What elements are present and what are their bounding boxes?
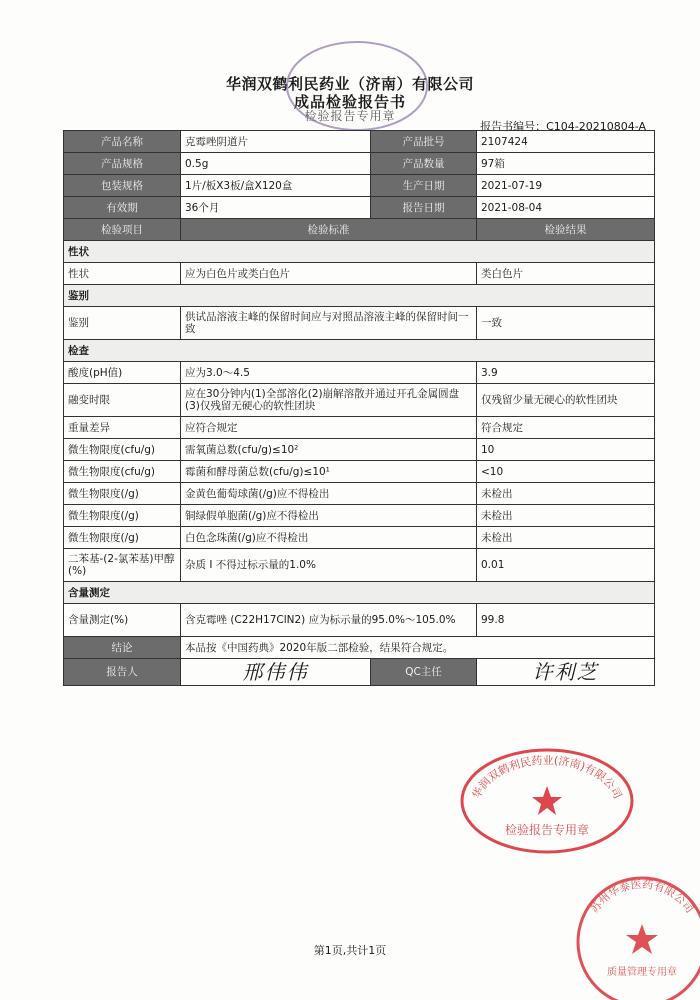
row-result: 3.9 — [477, 362, 655, 384]
prod-date-value: 2021-07-19 — [477, 175, 655, 197]
col-header-standard: 检验标准 — [181, 219, 477, 241]
row-standard: 铜绿假单胞菌(/g)应不得检出 — [181, 505, 477, 527]
row-result: 未检出 — [477, 527, 655, 549]
stamp-subtext: 检验报告专用章 — [304, 109, 396, 123]
table-row — [64, 483, 655, 505]
row-result: 未检出 — [477, 505, 655, 527]
qc-signature: 许利芝 — [477, 659, 655, 686]
spec-label: 产品规格 — [64, 153, 181, 175]
row-item: 微生物限度(/g) — [64, 483, 181, 505]
row-item: 微生物限度(/g) — [64, 505, 181, 527]
stamp2-center-text: 质量管理专用章 — [607, 967, 677, 978]
section-assay: 含量测定 — [64, 582, 655, 604]
report-number: 报告书编号：C104-20210804-A — [480, 120, 646, 133]
row-standard: 白色念珠菌(/g)应不得检出 — [181, 527, 477, 549]
row-item: 重量差异 — [64, 417, 181, 439]
product-name-label: 产品名称 — [64, 131, 181, 153]
row-result: <10 — [477, 461, 655, 483]
row-result: 0.01 — [477, 549, 655, 582]
table-row — [64, 527, 655, 549]
table-row — [64, 439, 655, 461]
section-tests: 检查 — [64, 340, 655, 362]
table-row — [64, 384, 655, 417]
batch-label: 产品批号 — [371, 131, 477, 153]
reporter-label: 报告人 — [64, 659, 181, 686]
section-appearance: 性状 — [64, 241, 655, 263]
row-item: 含量测定(%) — [64, 604, 181, 637]
row-result: 一致 — [477, 307, 655, 340]
validity-label: 有效期 — [64, 197, 181, 219]
report-title: 成品检验报告书 — [293, 93, 406, 111]
validity-value: 36个月 — [181, 197, 371, 219]
qty-value: 97箱 — [477, 153, 655, 175]
row-standard: 应为白色片或类白色片 — [181, 263, 477, 285]
row-item: 二苯基-(2-氯苯基)甲醇(%) — [64, 549, 181, 582]
page-footer: 第1页,共计1页 — [313, 944, 387, 957]
row-result: 99.8 — [477, 604, 655, 637]
row-standard: 应符合规定 — [181, 417, 477, 439]
svg-text:苏州华泰医药有限公司 — [587, 877, 696, 916]
row-item: 微生物限度(cfu/g) — [64, 461, 181, 483]
pack-label: 包装规格 — [64, 175, 181, 197]
row-item: 微生物限度(cfu/g) — [64, 439, 181, 461]
row-standard: 需氧菌总数(cfu/g)≤10² — [181, 439, 477, 461]
report-date-label: 报告日期 — [371, 197, 477, 219]
table-row — [64, 461, 655, 483]
pack-value: 1片/板X3板/盒X120盒 — [181, 175, 371, 197]
row-result: 仅残留少量无硬心的软性团块 — [477, 384, 655, 417]
row-item: 鉴别 — [64, 307, 181, 340]
row-item: 酸度(pH值) — [64, 362, 181, 384]
row-standard: 应为3.0～4.5 — [181, 362, 477, 384]
row-standard: 供试品溶液主峰的保留时间应与对照品溶液主峰的保留时间一致 — [181, 307, 477, 340]
row-standard: 杂质 I 不得过标示量的1.0% — [181, 549, 477, 582]
row-result: 10 — [477, 439, 655, 461]
row-result: 类白色片 — [477, 263, 655, 285]
table-row — [64, 417, 655, 439]
row-item: 微生物限度(/g) — [64, 527, 181, 549]
table-row — [64, 362, 655, 384]
row-item: 融变时限 — [64, 384, 181, 417]
batch-value: 2107424 — [477, 131, 655, 153]
stamp2-ring-text: 苏州华泰医药有限公司 — [587, 877, 697, 916]
col-header-result: 检验结果 — [477, 219, 655, 241]
product-name: 克霉唑阴道片 — [181, 131, 371, 153]
section-identification: 鉴别 — [64, 285, 655, 307]
table-row — [64, 604, 655, 637]
quality-stamp — [570, 872, 700, 1000]
row-result: 符合规定 — [477, 417, 655, 439]
table-row — [64, 505, 655, 527]
conclusion-label: 结论 — [64, 637, 181, 659]
header-stamp — [282, 38, 432, 134]
table-row — [64, 307, 655, 340]
row-result: 未检出 — [477, 483, 655, 505]
row-standard: 霉菌和酵母菌总数(cfu/g)≤10¹ — [181, 461, 477, 483]
qc-label: QC主任 — [371, 659, 477, 686]
table-row — [64, 263, 655, 285]
table-row — [64, 549, 655, 582]
row-item: 性状 — [64, 263, 181, 285]
inspection-stamp — [458, 746, 636, 856]
report-date-value: 2021-08-04 — [477, 197, 655, 219]
reporter-signature: 邢伟伟 — [181, 659, 371, 686]
company-name: 华润双鹤利民药业（济南）有限公司 — [225, 75, 474, 93]
stamp1-center-text: 检验报告专用章 — [504, 823, 590, 837]
qty-label: 产品数量 — [371, 153, 477, 175]
col-header-item: 检验项目 — [64, 219, 181, 241]
inspection-table — [63, 130, 655, 686]
prod-date-label: 生产日期 — [371, 175, 477, 197]
conclusion-text: 本品按《中国药典》2020年版二部检验，结果符合规定。 — [181, 637, 655, 659]
stamp1-ring-text: 华润双鹤利民药业(济南)有限公司 — [469, 753, 625, 801]
row-standard: 应在30分钟内(1)全部溶化(2)崩解溶散并通过开孔金属圆盘(3)仅残留无硬心的软性团块 — [181, 384, 477, 417]
spec-value: 0.5g — [181, 153, 371, 175]
row-standard: 金黄色葡萄球菌(/g)应不得检出 — [181, 483, 477, 505]
row-standard: 含克霉唑 (C22H17ClN2) 应为标示量的95.0%～105.0% — [181, 604, 477, 637]
